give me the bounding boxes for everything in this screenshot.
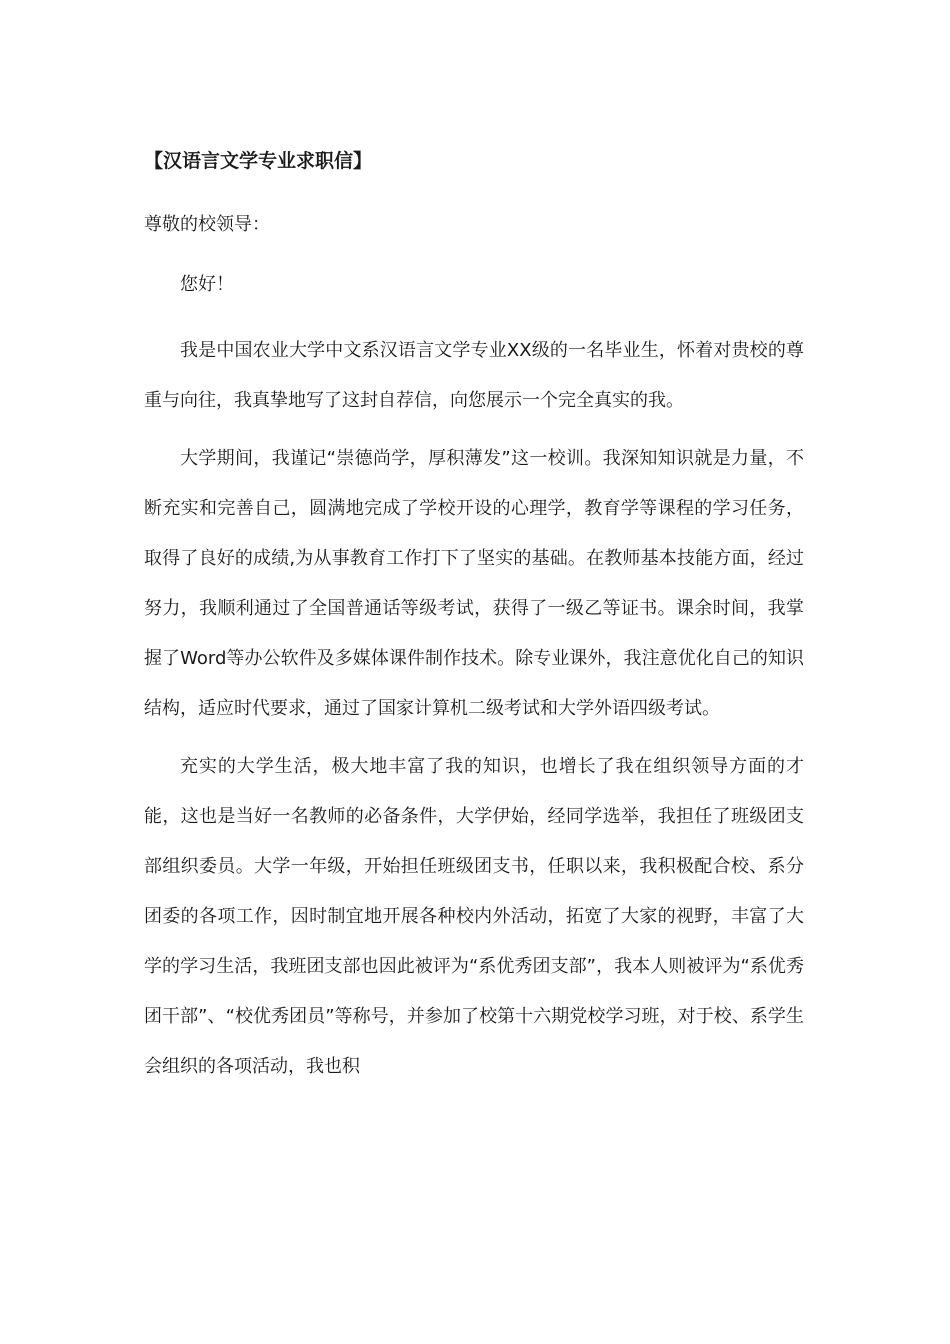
paragraph-introduction: 我是中国农业大学中文系汉语言文学专业XX级的一名毕业生，怀着对贵校的尊重与向往，我真挚地写了这封自荐信，向您展示一个完全真实的我。 (144, 340, 804, 411)
salutation: 尊敬的校领导： (144, 214, 270, 235)
letter-title: 【汉语言文学专业求职信】 (144, 150, 373, 172)
paragraph-activities: 充实的大学生活，极大地丰富了我的知识，也增长了我在组织领导方面的才能，这也是当好一名教师的必备条件，大学伊始，经同学选举，我担任了班级团支部组织委员。大学一年级，开始担任班级团支书，任职以来，我积极配合校、系分团委的各项工作，因时制宜地开展各种校内外活动，拓宽了大家的视野，丰富了大学的学习生活，我班团支部也因此被评为“系优秀团支部”，我本人则被评为“系优秀团干部”、“校优秀团员”等称号，并参加了校第十六期党校学习班，对于校、系学生会组织的各项活动，我也积 (144, 756, 804, 1077)
greeting: 您好！ (180, 274, 234, 295)
letter-body (144, 140, 804, 1100)
paragraph-studies: 大学期间，我谨记“崇德尚学，厚积薄发”这一校训。我深知知识就是力量，不断充实和完善自己，圆满地完成了学校开设的心理学，教育学等课程的学习任务，取得了良好的成绩,为从事教育工作打下了坚实的基础。在教师基本技能方面，经过努力，我顺利通过了全国普通话等级考试，获得了一级乙等证书。课余时间，我掌握了Word等办公软件及多媒体课件制作技术。除专业课外，我注意优化自己的知识结构，适应时代要求，通过了国家计算机二级考试和大学外语四级考试。 (144, 448, 804, 719)
